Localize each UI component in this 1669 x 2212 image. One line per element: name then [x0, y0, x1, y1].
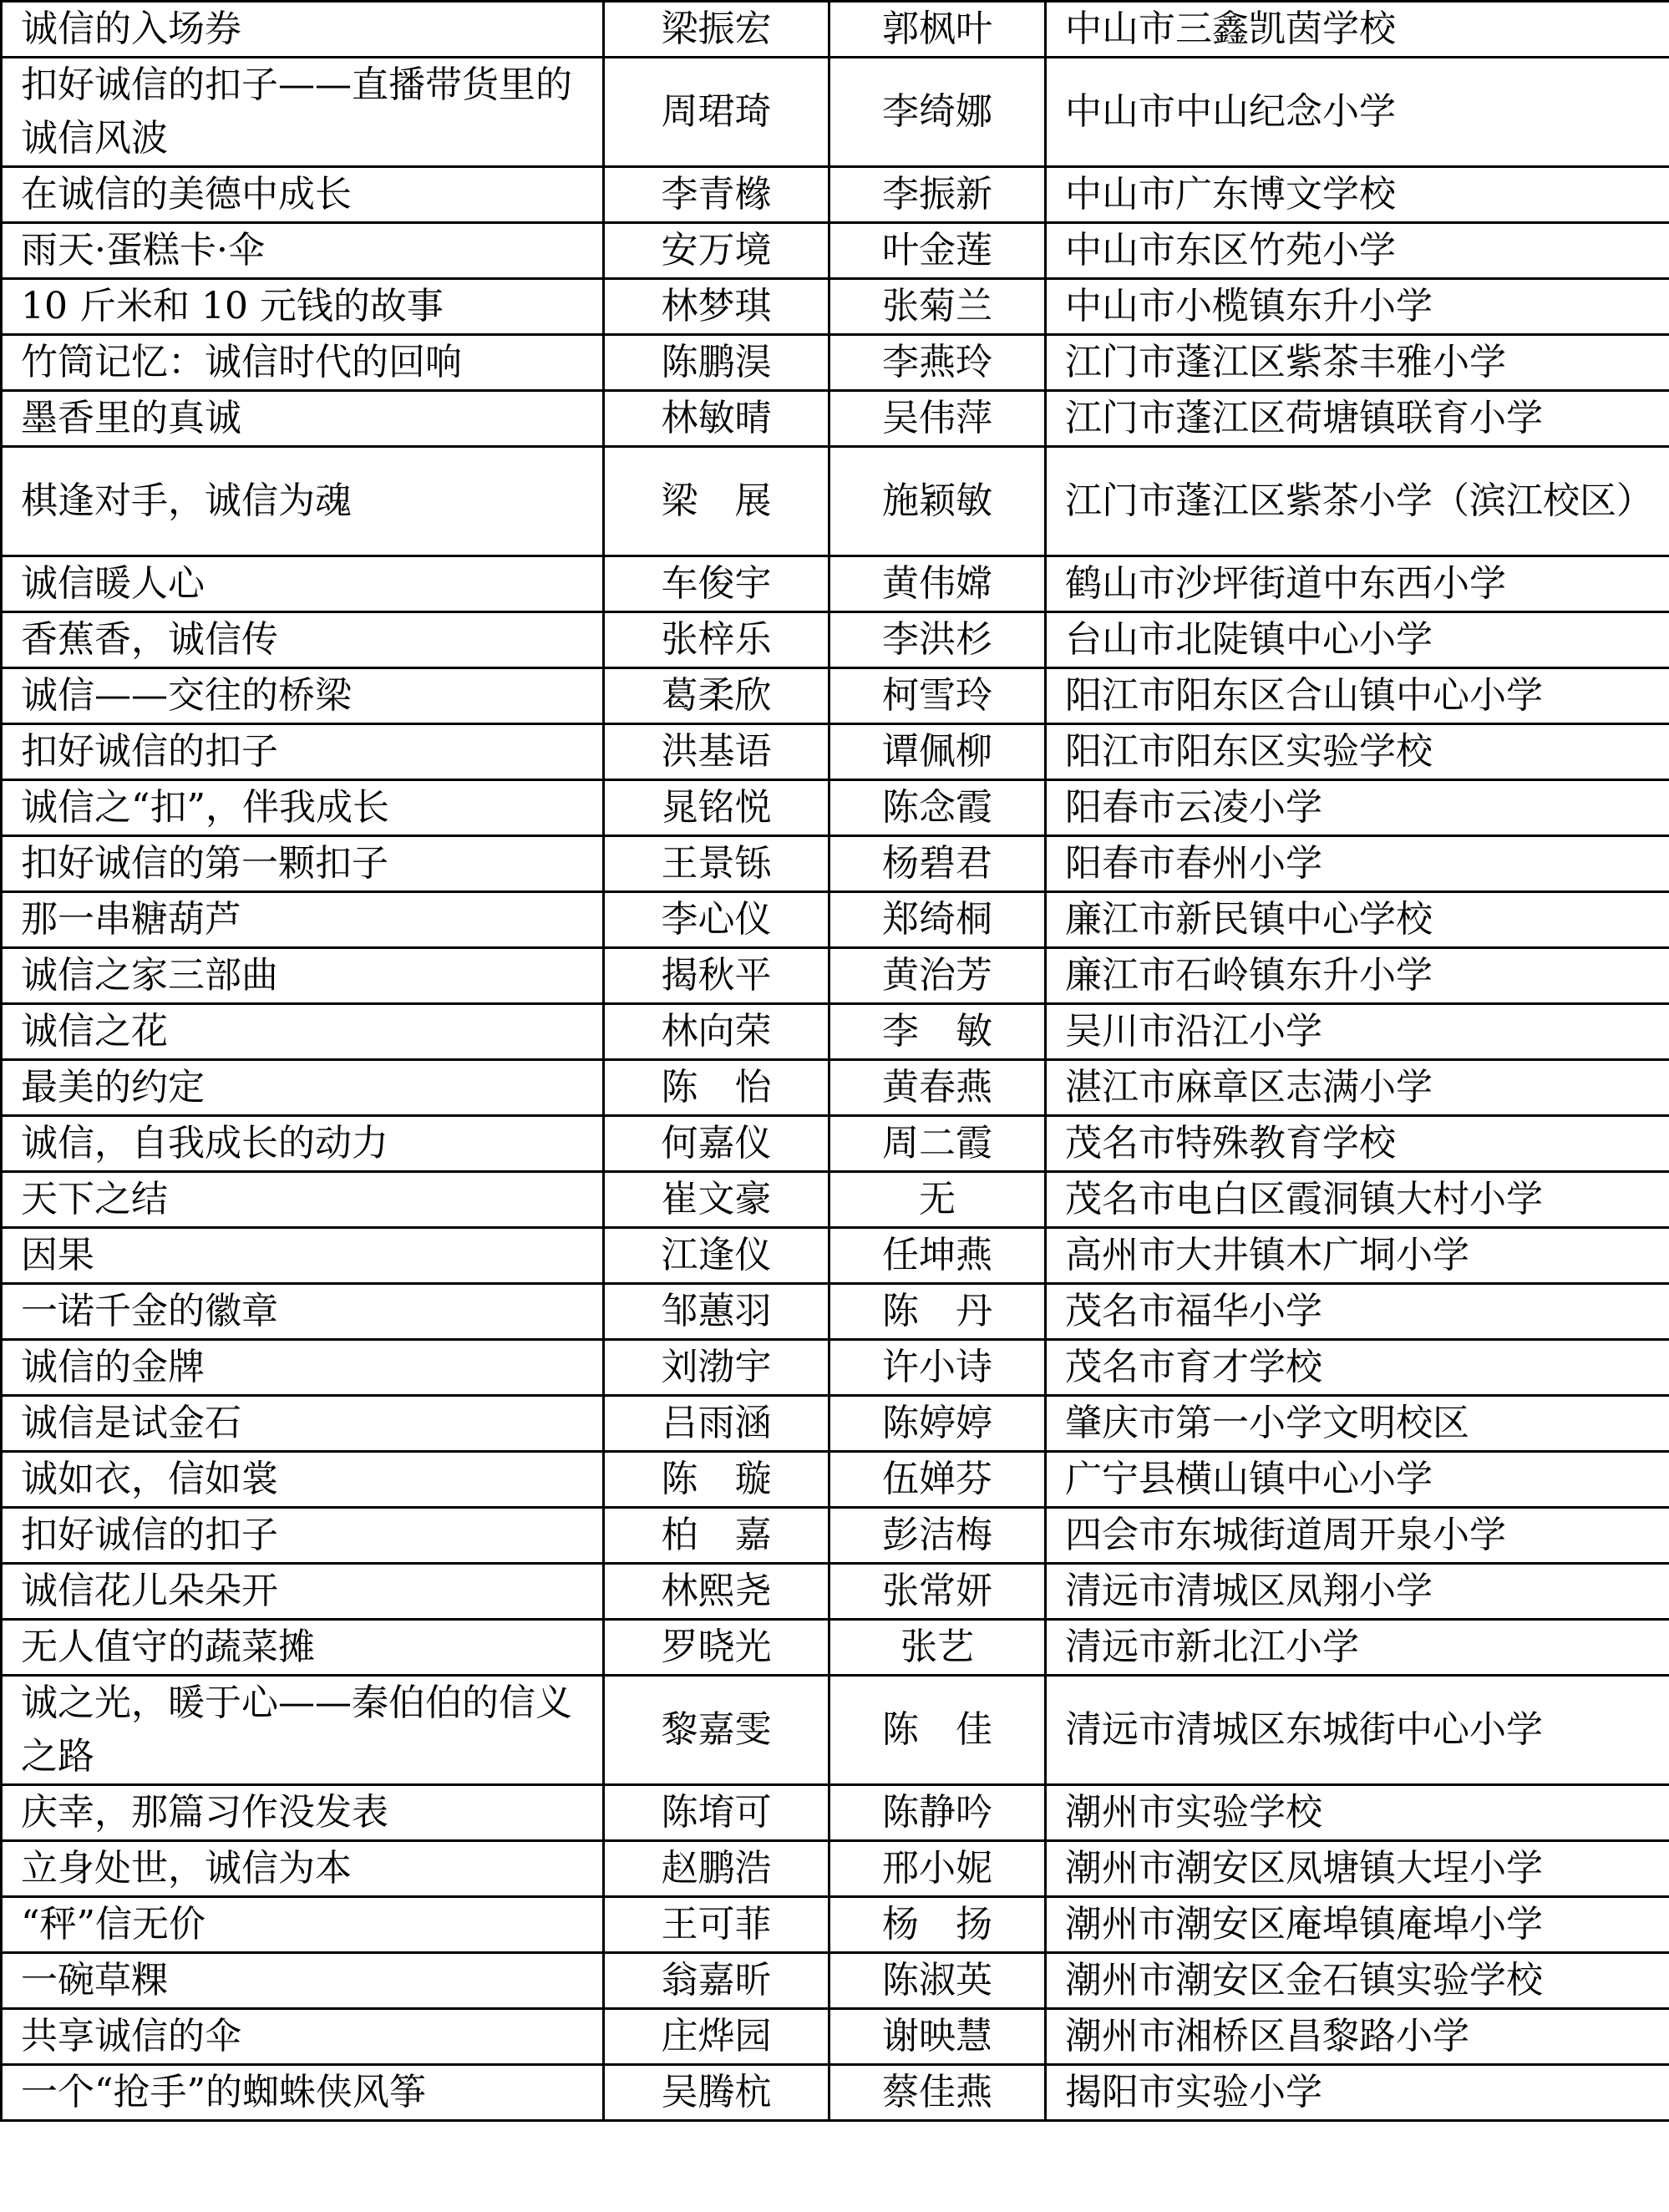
- entry-title: 诚信的入场券: [2, 2, 604, 58]
- table-row: [2, 1676, 1669, 1785]
- entry-title: 扣好诚信的扣子: [2, 1508, 604, 1564]
- table-row: [2, 1340, 1669, 1396]
- table-row: [2, 167, 1669, 223]
- student-name: 李青橼: [604, 167, 829, 223]
- table-row: [2, 612, 1669, 668]
- teacher-name: 黄治芳: [829, 948, 1046, 1004]
- school-name: 江门市蓬江区荷塘镇联育小学: [1046, 391, 1669, 447]
- student-name: 揭秋平: [604, 948, 829, 1004]
- entry-title: 诚信之家三部曲: [2, 948, 604, 1004]
- student-name: 林敏晴: [604, 391, 829, 447]
- school-name: 潮州市实验学校: [1046, 1785, 1669, 1841]
- table-row: [2, 2065, 1669, 2121]
- teacher-name: 周二霞: [829, 1116, 1046, 1172]
- student-name: 罗晓光: [604, 1620, 829, 1676]
- school-name: 江门市蓬江区紫茶小学（滨江校区）: [1046, 447, 1669, 556]
- table-row: [2, 1897, 1669, 1953]
- teacher-name: 许小诗: [829, 1340, 1046, 1396]
- school-name: 清远市新北江小学: [1046, 1620, 1669, 1676]
- student-name: 安万境: [604, 223, 829, 279]
- school-name: 阳春市云凌小学: [1046, 780, 1669, 836]
- table-row: [2, 1508, 1669, 1564]
- student-name: 赵鹏浩: [604, 1841, 829, 1897]
- teacher-name: 黄伟嫦: [829, 556, 1046, 612]
- school-name: 湛江市麻章区志满小学: [1046, 1060, 1669, 1116]
- entry-title: 共享诚信的伞: [2, 2009, 604, 2065]
- entry-title: 最美的约定: [2, 1060, 604, 1116]
- student-name: 梁 展: [604, 447, 829, 556]
- entry-title: 天下之结: [2, 1172, 604, 1228]
- school-name: 四会市东城街道周开泉小学: [1046, 1508, 1669, 1564]
- table-row: [2, 668, 1669, 724]
- teacher-name: 陈静吟: [829, 1785, 1046, 1841]
- teacher-name: 陈婷婷: [829, 1396, 1046, 1452]
- student-name: 柏 嘉: [604, 1508, 829, 1564]
- student-name: 崔文豪: [604, 1172, 829, 1228]
- table-row: [2, 223, 1669, 279]
- table-row: [2, 1620, 1669, 1676]
- teacher-name: 无: [829, 1172, 1046, 1228]
- school-name: 台山市北陡镇中心小学: [1046, 612, 1669, 668]
- school-name: 潮州市潮安区金石镇实验学校: [1046, 1953, 1669, 2009]
- teacher-name: 蔡佳燕: [829, 2065, 1046, 2121]
- entry-title: 在诚信的美德中成长: [2, 167, 604, 223]
- entry-title: 竹筒记忆：诚信时代的回响: [2, 335, 604, 391]
- entry-title: 诚信是试金石: [2, 1396, 604, 1452]
- entry-title: 棋逢对手，诚信为魂: [2, 447, 604, 556]
- teacher-name: 郑绮桐: [829, 892, 1046, 948]
- student-name: 王景铄: [604, 836, 829, 892]
- teacher-name: 柯雪玲: [829, 668, 1046, 724]
- school-name: 廉江市新民镇中心学校: [1046, 892, 1669, 948]
- student-name: 陈堉可: [604, 1785, 829, 1841]
- table-row: [2, 1953, 1669, 2009]
- student-name: 张梓乐: [604, 612, 829, 668]
- school-name: 茂名市特殊教育学校: [1046, 1116, 1669, 1172]
- school-name: 吴川市沿江小学: [1046, 1004, 1669, 1060]
- school-name: 中山市三鑫凯茵学校: [1046, 2, 1669, 58]
- student-name: 邹蕙羽: [604, 1284, 829, 1340]
- student-name: 周珺琦: [604, 58, 829, 167]
- teacher-name: 张菊兰: [829, 279, 1046, 335]
- teacher-name: 陈淑英: [829, 1953, 1046, 2009]
- teacher-name: 郭枫叶: [829, 2, 1046, 58]
- teacher-name: 李洪杉: [829, 612, 1046, 668]
- entry-title: 诚之光，暖于心——秦伯伯的信义之路: [2, 1676, 604, 1785]
- table-row: [2, 948, 1669, 1004]
- student-name: 庄烨园: [604, 2009, 829, 2065]
- teacher-name: 谢映慧: [829, 2009, 1046, 2065]
- table-row: [2, 2, 1669, 58]
- table-row: [2, 1172, 1669, 1228]
- table-row: [2, 724, 1669, 780]
- student-name: 林梦琪: [604, 279, 829, 335]
- entry-title: 10 斤米和 10 元钱的故事: [2, 279, 604, 335]
- entry-title: 雨天·蛋糕卡·伞: [2, 223, 604, 279]
- school-name: 高州市大井镇木广垌小学: [1046, 1228, 1669, 1284]
- table-row: [2, 391, 1669, 447]
- school-name: 廉江市石岭镇东升小学: [1046, 948, 1669, 1004]
- table-row: [2, 836, 1669, 892]
- teacher-name: 施颖敏: [829, 447, 1046, 556]
- student-name: 葛柔欣: [604, 668, 829, 724]
- student-name: 林向荣: [604, 1004, 829, 1060]
- teacher-name: 李绮娜: [829, 58, 1046, 167]
- entry-title: 诚信之花: [2, 1004, 604, 1060]
- entry-title: 扣好诚信的扣子——直播带货里的诚信风波: [2, 58, 604, 167]
- school-name: 清远市清城区东城街中心小学: [1046, 1676, 1669, 1785]
- teacher-name: 李燕玲: [829, 335, 1046, 391]
- school-name: 阳江市阳东区合山镇中心小学: [1046, 668, 1669, 724]
- table-row: [2, 1841, 1669, 1897]
- entry-title: 墨香里的真诚: [2, 391, 604, 447]
- student-name: 陈 璇: [604, 1452, 829, 1508]
- school-name: 中山市中山纪念小学: [1046, 58, 1669, 167]
- school-name: 中山市东区竹苑小学: [1046, 223, 1669, 279]
- student-name: 洪基语: [604, 724, 829, 780]
- teacher-name: 陈 佳: [829, 1676, 1046, 1785]
- school-name: 鹤山市沙坪街道中东西小学: [1046, 556, 1669, 612]
- entry-title: 诚信暖人心: [2, 556, 604, 612]
- school-name: 江门市蓬江区紫茶丰雅小学: [1046, 335, 1669, 391]
- teacher-name: 伍婵芬: [829, 1452, 1046, 1508]
- table-row: [2, 335, 1669, 391]
- student-name: 王可菲: [604, 1897, 829, 1953]
- table-row: [2, 1284, 1669, 1340]
- teacher-name: 张艺: [829, 1620, 1046, 1676]
- table-row: [2, 1228, 1669, 1284]
- table-row: [2, 1004, 1669, 1060]
- student-name: 吴腾杭: [604, 2065, 829, 2121]
- school-name: 中山市广东博文学校: [1046, 167, 1669, 223]
- entry-title: “秤”信无价: [2, 1897, 604, 1953]
- teacher-name: 张常妍: [829, 1564, 1046, 1620]
- teacher-name: 李 敏: [829, 1004, 1046, 1060]
- entry-title: 立身处世，诚信为本: [2, 1841, 604, 1897]
- teacher-name: 任坤燕: [829, 1228, 1046, 1284]
- student-name: 林熙尧: [604, 1564, 829, 1620]
- school-name: 茂名市福华小学: [1046, 1284, 1669, 1340]
- student-name: 刘渤宇: [604, 1340, 829, 1396]
- table-row: [2, 1452, 1669, 1508]
- teacher-name: 叶金莲: [829, 223, 1046, 279]
- teacher-name: 黄春燕: [829, 1060, 1046, 1116]
- teacher-name: 杨碧君: [829, 836, 1046, 892]
- entry-title: 诚如衣，信如裳: [2, 1452, 604, 1508]
- table-row: [2, 780, 1669, 836]
- teacher-name: 李振新: [829, 167, 1046, 223]
- school-name: 潮州市潮安区庵埠镇庵埠小学: [1046, 1897, 1669, 1953]
- student-name: 梁振宏: [604, 2, 829, 58]
- entry-title: 一个“抢手”的蜘蛛侠风筝: [2, 2065, 604, 2121]
- entry-title: 无人值守的蔬菜摊: [2, 1620, 604, 1676]
- school-name: 肇庆市第一小学文明校区: [1046, 1396, 1669, 1452]
- entry-title: 香蕉香，诚信传: [2, 612, 604, 668]
- entry-title: 因果: [2, 1228, 604, 1284]
- table-row: [2, 556, 1669, 612]
- teacher-name: 杨 扬: [829, 1897, 1046, 1953]
- entry-title: 诚信，自我成长的动力: [2, 1116, 604, 1172]
- student-name: 晁铭悦: [604, 780, 829, 836]
- entry-title: 那一串糖葫芦: [2, 892, 604, 948]
- table-row: [2, 447, 1669, 556]
- teacher-name: 邢小妮: [829, 1841, 1046, 1897]
- table-row: [2, 1060, 1669, 1116]
- table-row: [2, 1564, 1669, 1620]
- teacher-name: 吴伟萍: [829, 391, 1046, 447]
- school-name: 中山市小榄镇东升小学: [1046, 279, 1669, 335]
- table-row: [2, 279, 1669, 335]
- school-name: 茂名市育才学校: [1046, 1340, 1669, 1396]
- table-row: [2, 1396, 1669, 1452]
- table-row: [2, 892, 1669, 948]
- school-name: 阳春市春州小学: [1046, 836, 1669, 892]
- table-row: [2, 1785, 1669, 1841]
- entry-title: 一诺千金的徽章: [2, 1284, 604, 1340]
- student-name: 江逢仪: [604, 1228, 829, 1284]
- entry-title: 扣好诚信的扣子: [2, 724, 604, 780]
- table-row: [2, 58, 1669, 167]
- school-name: 广宁县横山镇中心小学: [1046, 1452, 1669, 1508]
- school-name: 茂名市电白区霞洞镇大村小学: [1046, 1172, 1669, 1228]
- student-name: 陈鹏淏: [604, 335, 829, 391]
- entry-title: 一碗草粿: [2, 1953, 604, 2009]
- school-name: 揭阳市实验小学: [1046, 2065, 1669, 2121]
- student-name: 吕雨涵: [604, 1396, 829, 1452]
- teacher-name: 陈念霞: [829, 780, 1046, 836]
- student-name: 李心仪: [604, 892, 829, 948]
- teacher-name: 陈 丹: [829, 1284, 1046, 1340]
- student-name: 陈 怡: [604, 1060, 829, 1116]
- entry-title: 诚信的金牌: [2, 1340, 604, 1396]
- student-name: 翁嘉昕: [604, 1953, 829, 2009]
- school-name: 清远市清城区凤翔小学: [1046, 1564, 1669, 1620]
- teacher-name: 彭洁梅: [829, 1508, 1046, 1564]
- table-row: [2, 1116, 1669, 1172]
- school-name: 潮州市湘桥区昌黎路小学: [1046, 2009, 1669, 2065]
- award-list-body: [2, 2, 1669, 2121]
- entry-title: 诚信花儿朵朵开: [2, 1564, 604, 1620]
- school-name: 潮州市潮安区凤塘镇大埕小学: [1046, 1841, 1669, 1897]
- entry-title: 诚信——交往的桥梁: [2, 668, 604, 724]
- entry-title: 庆幸，那篇习作没发表: [2, 1785, 604, 1841]
- teacher-name: 谭佩柳: [829, 724, 1046, 780]
- student-name: 黎嘉雯: [604, 1676, 829, 1785]
- school-name: 阳江市阳东区实验学校: [1046, 724, 1669, 780]
- entry-title: 扣好诚信的第一颗扣子: [2, 836, 604, 892]
- student-name: 何嘉仪: [604, 1116, 829, 1172]
- table-row: [2, 2009, 1669, 2065]
- student-name: 车俊宇: [604, 556, 829, 612]
- entry-title: 诚信之“扣”，伴我成长: [2, 780, 604, 836]
